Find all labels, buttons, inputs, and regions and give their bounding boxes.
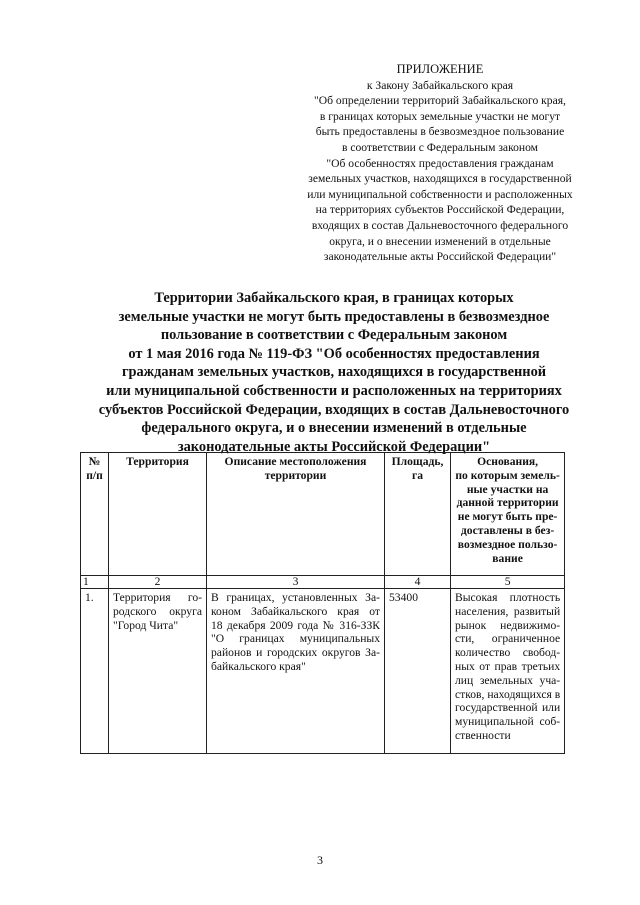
appendix-line: округа, и о внесении изменений в отдельные (329, 234, 551, 248)
title-line: пользование в соответствии с Федеральным законом (160, 327, 508, 344)
table-header-row (81, 453, 565, 576)
cell-area: 53400 (385, 589, 451, 754)
cell-grounds (451, 589, 565, 754)
column-number: 3 (207, 576, 385, 589)
header-text: по которым земель- (455, 468, 560, 482)
appendix-line: ПРИЛОЖЕНИЕ (396, 62, 484, 76)
header-text: территории (264, 468, 327, 482)
header-text: доставлены в без- (460, 523, 555, 537)
appendix-line: в границах которых земельные участки не могут (319, 109, 561, 123)
cell-text: Высокая плотность (455, 591, 561, 604)
title-line: законодательные акты Российской Федерации" (177, 438, 491, 455)
cell-description (207, 589, 385, 754)
column-number: 5 (451, 576, 565, 589)
title-line: Территории Забайкальского края, в границах которых (154, 290, 514, 306)
cell-text: рынок недвижимо- (455, 618, 561, 632)
cell-text: ственности (455, 728, 511, 742)
appendix-line: "Об определении территорий Забайкальского края, (314, 94, 566, 108)
header-text: Описание местоположения (224, 455, 367, 468)
title-line: гражданам земельных участков, находящихся в государственной (121, 364, 547, 381)
cell-text: населения, развитый (455, 604, 561, 618)
appendix-line: на территориях субъектов Российской Федерации, (315, 203, 565, 217)
header-text: Основания, (477, 455, 539, 468)
cell-text: стков, находящихся в (455, 687, 561, 701)
header-num (81, 453, 109, 576)
header-text: № (88, 455, 101, 468)
header-description (207, 453, 385, 576)
cell-text: муниципальной соб- (455, 715, 561, 729)
title-line: земельные участки не могут быть предоставлены в безвозмездное (118, 308, 550, 325)
appendix-line: земельных участков, находящихся в государственной (308, 172, 572, 186)
appendix-line: "Об особенностях предоставления гражданам (326, 156, 554, 170)
document-title (60, 289, 608, 456)
title-line: субъектов Российской Федерации, входящих в состав Дальневосточного (98, 401, 570, 418)
appendix-header (290, 62, 590, 265)
title-line: или муниципальной собственности и расположенных на территориях (106, 382, 562, 399)
page-number: 3 (317, 853, 323, 867)
header-text: Площадь, (391, 455, 444, 468)
cell-text: родского округа (113, 604, 202, 618)
appendix-line: законодательные акты Российской Федерации" (323, 250, 557, 264)
cell-text: Территория го- (113, 591, 202, 604)
title-line: федерального округа, и о внесении изменений в отдельные (141, 420, 527, 437)
header-area (385, 453, 451, 576)
header-text: Территория (126, 455, 189, 468)
column-numbers-row (81, 576, 565, 589)
cell-text: байкальского края" (211, 659, 306, 673)
header-text: вание (492, 551, 523, 565)
appendix-line: входящих в состав Дальневосточного федерального (311, 218, 569, 232)
cell-text: государственной или (455, 701, 561, 715)
cell-text: ных от прав третьих (455, 659, 561, 673)
header-grounds (451, 453, 565, 576)
column-number: 1 (81, 576, 109, 589)
appendix-line: к Закону Забайкальского края (366, 78, 514, 92)
territories-table (80, 452, 565, 754)
cell-text: районов и городских округов За- (211, 646, 380, 660)
header-territory (109, 453, 207, 576)
cell-text: "Город Чита" (113, 618, 179, 632)
cell-text: 18 декабря 2009 года № 316-ЗЗК (211, 618, 380, 632)
cell-text: коном Забайкальского края от (211, 604, 380, 618)
cell-num: 1. (81, 589, 109, 754)
header-text: ные участки на (466, 482, 549, 496)
cell-text: В границах, установленных За- (211, 591, 380, 604)
appendix-line: быть предоставлены в безвозмездное пользование (315, 125, 565, 139)
appendix-line: или муниципальной собственности и расположенных (307, 187, 573, 201)
cell-text: сти, ограниченное (455, 632, 561, 646)
cell-territory (109, 589, 207, 754)
table-row (81, 589, 565, 754)
column-number: 4 (385, 576, 451, 589)
header-text: возмездное пользо- (457, 537, 558, 551)
header-text: данной территории (456, 496, 559, 510)
header-text: га (411, 468, 424, 482)
header-text: п/п (86, 468, 103, 482)
title-line: от 1 мая 2016 года № 119-ФЗ "Об особенностях предоставления (128, 345, 540, 362)
header-text: не могут быть пре- (457, 510, 558, 524)
cell-text: количество свобод- (455, 646, 561, 660)
appendix-line: в соответствии с Федеральным законом (341, 140, 539, 154)
cell-text: лиц земельных уча- (455, 673, 561, 687)
cell-text: "О границах муниципальных (211, 632, 380, 646)
column-number: 2 (109, 576, 207, 589)
